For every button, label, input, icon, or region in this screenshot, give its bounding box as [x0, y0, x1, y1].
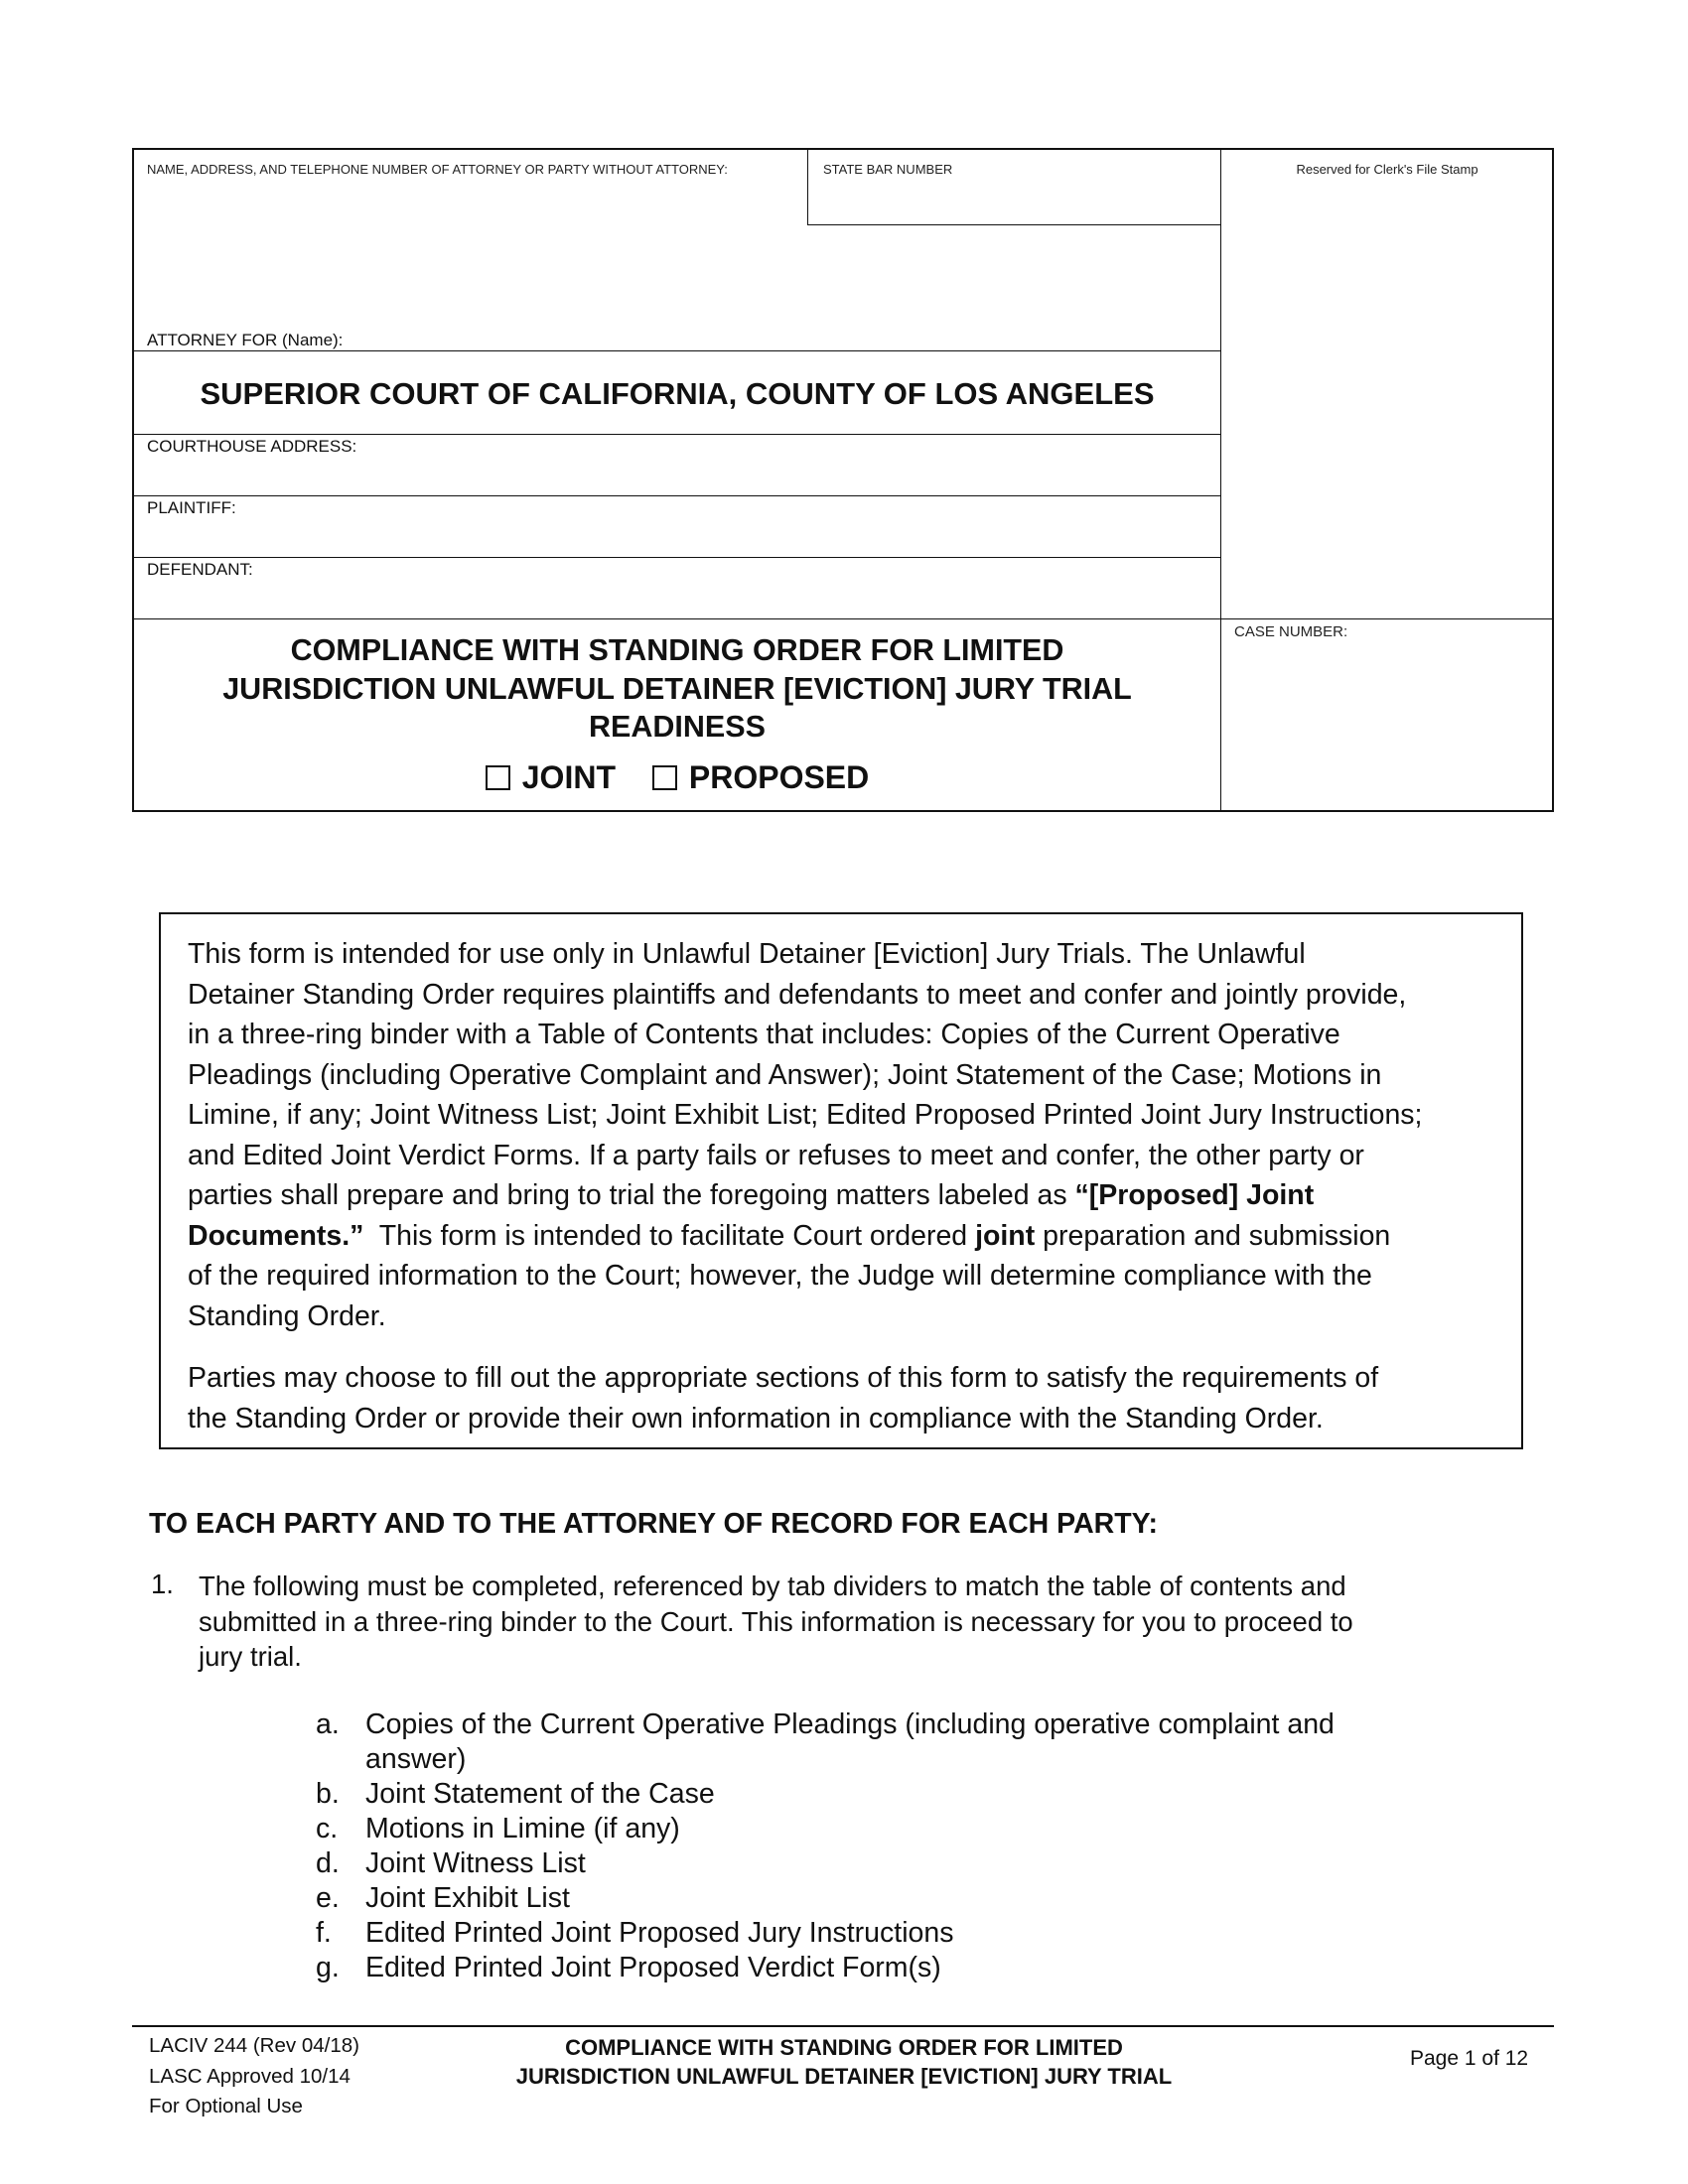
page-number: Page 1 of 12	[1410, 2047, 1529, 2070]
checkbox-icon[interactable]	[652, 765, 677, 790]
state-bar-label: STATE BAR NUMBER	[823, 162, 953, 177]
text-line: Limine, if any; Joint Witness List; Joint Exhibit List; Edited Proposed Printed Joint Jury Instructions;	[188, 1099, 1423, 1131]
text-line: Edited Printed Joint Proposed Verdict Form(s)	[365, 1952, 941, 1983]
attorney-label: NAME, ADDRESS, AND TELEPHONE NUMBER OF ATTORNEY OR PARTY WITHOUT ATTORNEY:	[147, 162, 728, 177]
list-item-letter: e.	[316, 1882, 340, 1914]
document-title-line: READINESS	[589, 710, 766, 744]
divider	[134, 557, 1220, 558]
divider	[134, 618, 1554, 619]
text-line	[188, 1175, 1497, 1216]
case-number-label: CASE NUMBER:	[1234, 623, 1348, 640]
text-line: Joint Witness List	[365, 1847, 586, 1879]
document-title-line: JURISDICTION UNLAWFUL DETAINER [EVICTION] JURY TRIAL	[222, 671, 1132, 706]
section-heading: TO EACH PARTY AND TO THE ATTORNEY OF RECORD FOR EACH PARTY:	[149, 1508, 1159, 1540]
divider	[807, 150, 808, 224]
divider	[134, 495, 1220, 496]
document-title-line: COMPLIANCE WITH STANDING ORDER FOR LIMITED	[290, 633, 1064, 667]
text-line: the Standing Order or provide their own information in compliance with the Standing Order.	[188, 1402, 1324, 1434]
list-item-letter: a.	[316, 1708, 340, 1740]
item-number: 1.	[151, 1569, 174, 1599]
list-item-text	[365, 1846, 586, 1881]
document-title	[134, 631, 1220, 747]
list-item	[316, 1881, 1335, 1916]
footer-divider	[132, 2025, 1554, 2027]
caption-form	[132, 148, 1554, 812]
text-line: submitted in a three-ring binder to the Court. This information is necessary for you to proceed to	[199, 1605, 1353, 1637]
list-item-text	[365, 1916, 953, 1951]
divider	[807, 224, 1220, 225]
list-item	[316, 1951, 1335, 1985]
footer-title	[447, 2033, 1241, 2091]
list-item-letter: d.	[316, 1847, 340, 1879]
text-line: of the required information to the Court; however, the Judge will determine compliance with the	[188, 1260, 1372, 1292]
text-run: This form is intended to facilitate Court ordered	[363, 1219, 976, 1252]
item-1-text	[199, 1569, 1489, 1675]
notice-paragraph-2	[188, 1358, 1497, 1438]
list-item-letter: f.	[316, 1917, 332, 1949]
divider	[134, 350, 1220, 351]
notice-paragraph-1	[188, 934, 1497, 1336]
notice-box	[159, 912, 1523, 1449]
emphasis-text: joint	[975, 1219, 1036, 1252]
list-item-letter: c.	[316, 1813, 339, 1844]
text-line: Standing Order.	[188, 1299, 386, 1332]
courthouse-address-label: COURTHOUSE ADDRESS:	[147, 437, 357, 456]
defendant-label: DEFENDANT:	[147, 560, 253, 579]
text-line: The following must be completed, referenced by tab dividers to match the table of contents and	[199, 1570, 1346, 1601]
text-line: Pleadings (including Operative Complaint and Answer); Joint Statement of the Case; Motions in	[188, 1058, 1382, 1091]
emphasis-text: Documents.”	[188, 1219, 364, 1252]
proposed-checkbox-option[interactable]	[652, 759, 869, 796]
text-line: Copies of the Current Operative Pleadings (including operative complaint and	[365, 1708, 1335, 1740]
emphasis-text: “[Proposed] Joint	[1074, 1179, 1315, 1211]
text-line: in a three-ring binder with a Table of Contents that includes: Copies of the Current Operative	[188, 1019, 1340, 1050]
footer-form-info	[149, 2031, 359, 2122]
list-item	[316, 1846, 1335, 1881]
list-item	[316, 1916, 1335, 1951]
required-items-list	[316, 1707, 1335, 1985]
divider	[1220, 150, 1221, 812]
list-item	[316, 1707, 1335, 1777]
court-title: SUPERIOR COURT OF CALIFORNIA, COUNTY OF LOS ANGELES	[200, 376, 1155, 411]
plaintiff-label: PLAINTIFF:	[147, 498, 236, 517]
joint-label: JOINT	[521, 759, 616, 795]
list-item	[316, 1812, 1335, 1846]
text-line: Parties may choose to fill out the appropriate sections of this form to satisfy the requirements of	[188, 1362, 1379, 1394]
text-line	[188, 1216, 1497, 1257]
clerk-stamp-label: Reserved for Clerk's File Stamp	[1296, 162, 1478, 177]
text-line: and Edited Joint Verdict Forms. If a party fails or refuses to meet and confer, the other party or	[188, 1139, 1364, 1171]
text-line: Joint Statement of the Case	[365, 1778, 715, 1810]
list-item-text	[365, 1777, 715, 1812]
list-item-text	[365, 1881, 570, 1916]
approval-note: LASC Approved 10/14	[149, 2064, 351, 2088]
text-line: Edited Printed Joint Proposed Jury Instructions	[365, 1917, 954, 1949]
text-line: This form is intended for use only in Unlawful Detainer [Eviction] Jury Trials. The Unlawful	[188, 938, 1306, 970]
text-line: jury trial.	[199, 1641, 302, 1672]
list-item-text	[365, 1951, 941, 1985]
text-line: Joint Exhibit List	[365, 1882, 570, 1914]
form-id: LACIV 244 (Rev 04/18)	[149, 2034, 359, 2057]
divider	[134, 434, 1220, 435]
text-run: parties shall prepare and bring to trial the foregoing matters labeled as	[188, 1179, 1075, 1211]
attorney-for-label: ATTORNEY FOR (Name):	[147, 331, 344, 349]
text-line: answer)	[365, 1743, 467, 1775]
list-item	[316, 1777, 1335, 1812]
text-line: Detainer Standing Order requires plaintiffs and defendants to meet and confer and jointly provide,	[188, 978, 1407, 1011]
optional-use-note: For Optional Use	[149, 2095, 303, 2117]
text-line: Motions in Limine (if any)	[365, 1813, 680, 1844]
list-item-text	[365, 1812, 680, 1846]
footer-title-line: COMPLIANCE WITH STANDING ORDER FOR LIMITED	[565, 2035, 1123, 2060]
proposed-label: PROPOSED	[688, 759, 870, 795]
checkbox-icon[interactable]	[486, 765, 510, 790]
footer-title-line: JURISDICTION UNLAWFUL DETAINER [EVICTION] JURY TRIAL	[515, 2064, 1173, 2089]
text-run: preparation and submission	[1035, 1219, 1391, 1252]
filing-type-options	[134, 759, 1220, 798]
list-item-letter: g.	[316, 1952, 340, 1983]
list-item-letter: b.	[316, 1778, 340, 1810]
joint-checkbox-option[interactable]	[486, 759, 616, 796]
list-item-text	[365, 1707, 1335, 1777]
